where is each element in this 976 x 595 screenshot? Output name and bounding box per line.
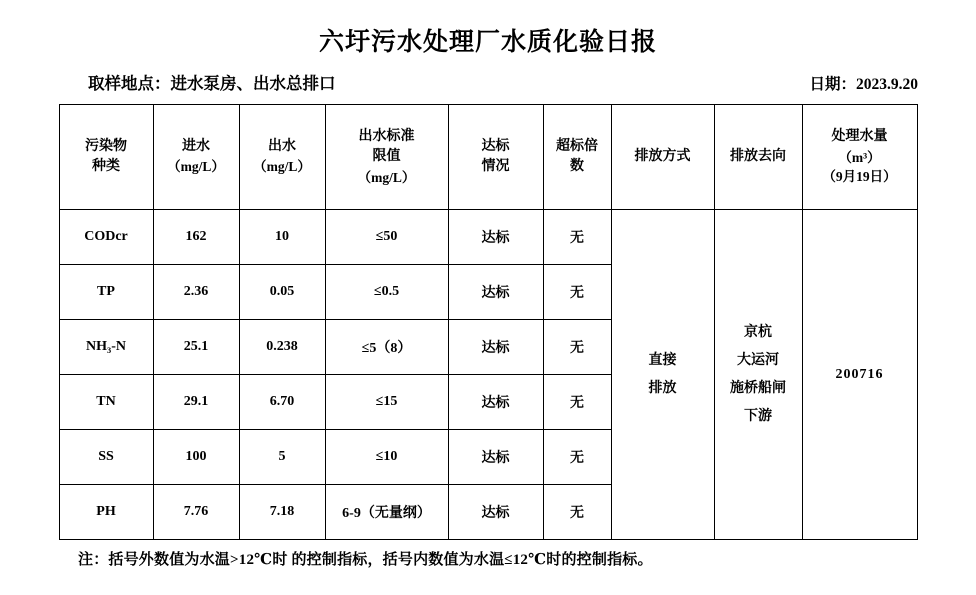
water-quality-table xyxy=(59,104,918,540)
cell-effluent: 0.05 xyxy=(239,265,325,320)
cell-standard: 6-9（无量纲） xyxy=(325,485,448,540)
cell-effluent: 5 xyxy=(239,430,325,485)
table-body xyxy=(59,210,917,540)
cell-exceed: 无 xyxy=(543,485,611,540)
cell-effluent: 10 xyxy=(239,210,325,265)
cell-standard: ≤0.5 xyxy=(325,265,448,320)
cell-standard: ≤15 xyxy=(325,375,448,430)
cell-effluent: 0.238 xyxy=(239,320,325,375)
header-flow-line1: 处理水量 xyxy=(831,129,888,145)
cell-pollutant: TP xyxy=(59,265,153,320)
cell-pollutant: NH₃-N xyxy=(59,320,153,375)
cell-standard: ≤5（8） xyxy=(325,320,448,375)
cell-compliance: 达标 xyxy=(448,430,543,485)
header-compliance-line2: 情况 xyxy=(481,159,510,174)
cell-discharge-method xyxy=(611,210,714,540)
header-pollutant xyxy=(59,105,153,210)
cell-pollutant: CODcr xyxy=(59,210,153,265)
cell-influent: 162 xyxy=(153,210,239,265)
header-effluent-unit: （mg/L） xyxy=(253,159,311,175)
header-influent xyxy=(153,105,239,210)
cell-effluent: 6.70 xyxy=(239,375,325,430)
cell-influent: 25.1 xyxy=(153,320,239,375)
cell-influent: 29.1 xyxy=(153,375,239,430)
cell-exceed: 无 xyxy=(543,210,611,265)
cell-compliance: 达标 xyxy=(448,320,543,375)
header-standard-line1: 出水标准 xyxy=(358,128,415,144)
discharge-destination-line3: 施桥船闸 xyxy=(730,380,786,396)
header-row xyxy=(59,105,917,210)
table-row xyxy=(59,210,917,265)
cell-compliance: 达标 xyxy=(448,485,543,540)
cell-compliance: 达标 xyxy=(448,375,543,430)
header-standard-line2: 限值 xyxy=(372,149,401,165)
header-flow-unit: （m³） xyxy=(838,149,881,165)
cell-standard: ≤10 xyxy=(325,430,448,485)
cell-influent: 2.36 xyxy=(153,265,239,320)
cell-pollutant: PH xyxy=(59,485,153,540)
cell-discharge-destination xyxy=(714,210,802,540)
header-flow xyxy=(802,105,917,210)
header-exceed-line2: 数 xyxy=(570,159,584,174)
sample-site-label: 取样地点：进水泵房、出水总排口 xyxy=(88,74,336,93)
header-discharge-destination: 排放去向 xyxy=(714,105,802,210)
cell-effluent: 7.18 xyxy=(239,485,325,540)
footnote: 注：括号外数值为水温>12℃时 的控制指标，括号内数值为水温≤12℃时的控制指标。 xyxy=(78,552,653,568)
discharge-method-line1: 直接 xyxy=(648,352,677,368)
cell-compliance: 达标 xyxy=(448,265,543,320)
discharge-destination-line4: 下游 xyxy=(744,408,772,424)
header-compliance-line1: 达标 xyxy=(481,138,510,154)
report-date-label: 日期：2023.9.20 xyxy=(809,76,918,93)
header-standard xyxy=(325,105,448,210)
header-effluent xyxy=(239,105,325,210)
header-pollutant-line1: 污染物 xyxy=(85,138,127,154)
header-discharge-method: 排放方式 xyxy=(611,105,714,210)
cell-pollutant: TN xyxy=(59,375,153,430)
header-exceed xyxy=(543,105,611,210)
header-exceed-line1: 超标倍 xyxy=(556,138,598,154)
header-pollutant-line2: 种类 xyxy=(92,159,120,174)
header-influent-unit: （mg/L） xyxy=(167,159,225,175)
cell-compliance: 达标 xyxy=(448,210,543,265)
cell-exceed: 无 xyxy=(543,430,611,485)
discharge-method-line2: 排放 xyxy=(648,380,677,396)
table-header xyxy=(59,105,917,210)
header-flow-period: （9月19日） xyxy=(822,169,897,185)
cell-exceed: 无 xyxy=(543,320,611,375)
header-effluent-line1: 出水 xyxy=(268,139,296,155)
cell-exceed: 无 xyxy=(543,375,611,430)
header-standard-unit: （mg/L） xyxy=(357,169,416,185)
cell-pollutant: SS xyxy=(59,430,153,485)
header-influent-line1: 进水 xyxy=(182,139,210,155)
discharge-destination-line1: 京杭 xyxy=(744,324,772,340)
subheader xyxy=(0,64,976,104)
cell-standard: ≤50 xyxy=(325,210,448,265)
cell-influent: 100 xyxy=(153,430,239,485)
cell-influent: 7.76 xyxy=(153,485,239,540)
cell-exceed: 无 xyxy=(543,265,611,320)
cell-flow-value: 200716 xyxy=(802,210,917,540)
page-title: 六圩污水处理厂水质化验日报 xyxy=(318,29,657,56)
discharge-destination-line2: 大运河 xyxy=(737,352,779,368)
header-compliance xyxy=(448,105,543,210)
